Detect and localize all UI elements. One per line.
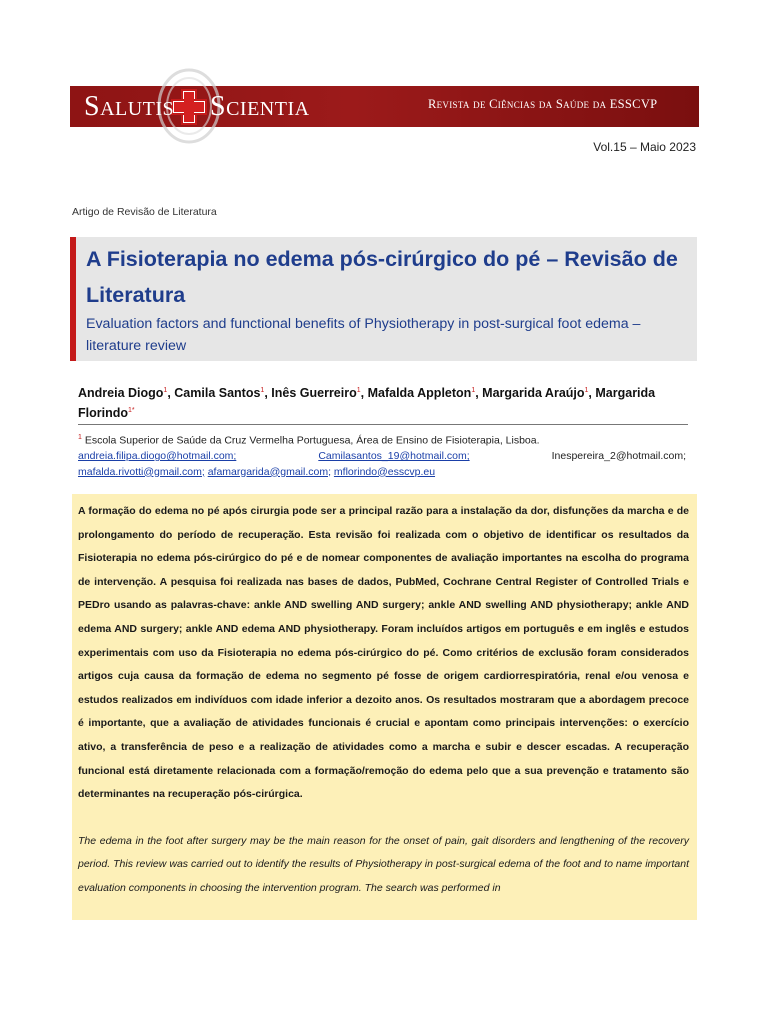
abstract-box [72, 494, 697, 920]
affiliation-block [78, 430, 686, 480]
email-link[interactable]: andreia.filipa.diogo@hotmail.com; [78, 450, 237, 462]
abstract-portuguese: A formação do edema no pé após cirurgia pode ser a principal razão para a instalação da dor, disfunções da marcha e de prolongamento do período de recuperação. Esta revisão foi realizada com o objetivo de identificar os resultados da Fisioterapia no edema pós-cirúrgico do pé e de nomear componentes de avaliação importantes na escolha do programa de intervenção. A pesquisa foi realizada nas bases de dados, PubMed, Cochrane Central Register of Controlled Trials e PEDro usando as palavras-chave: ankle AND swelling AND surgery; ankle AND swelling AND physiotherapy; ankle AND edema AND surgery; ankle AND edema AND physiotherapy. Foram incluídos artigos em português e em inglês e estudos experimentais com uso da Fisioterapia no edema pós-cirúrgico do pé. Como critérios de exclusão foram considerados artigos cuja causa da formação de edema no segmento pé fosse de origem cardiorrespiratória, renal e/ou venosa e estudos realizados em indivíduos com idade inferior a dezoito anos. Os resultados mostraram que a abordagem precoce é importante, que a avaliação de atividades funcionais é crucial e apontam como principais intervenções: o exercício ativo, a transferência de peso e a realização de atividades como a marcha e subir e descer escadas. A recuperação funcional está diretamente relacionada com a formação/remoção do edema pelo que a sua prevenção e tratamento são determinantes na recuperação pós-cirúrgica. [78, 505, 689, 801]
affiliation-divider [78, 424, 688, 425]
email-link[interactable]: Camilasantos_19@hotmail.com; [318, 450, 470, 462]
email-row [78, 465, 686, 481]
author-name: Camila Santos [174, 386, 261, 401]
email-link[interactable]: mafalda.rivotti@gmail.com; [78, 465, 205, 478]
affiliation-text: Escola Superior de Saúde da Cruz Vermelha Portuguesa, Área de Ensino de Fisioterapia, Lisboa. [84, 434, 540, 447]
author-mark: 1 [163, 387, 168, 394]
author-mark: 1 [260, 387, 265, 394]
article-title: A Fisioterapia no edema pós-cirúrgico do pé – Revisão de Literatura [86, 247, 678, 307]
author-mark: 1 [356, 387, 361, 394]
author-mark: 1 [584, 387, 589, 394]
author-name: Margarida Florindo [78, 386, 656, 421]
logo-scientia: Scientia [210, 91, 310, 122]
article-subtitle: Evaluation factors and functional benefits of Physiotherapy in post-surgical foot edema – literature review [86, 316, 641, 354]
email-row [78, 449, 686, 465]
author-name: Inês Guerreiro [271, 386, 357, 401]
author-name: Margarida Araújo [482, 386, 585, 401]
volume-date: Vol.15 – Maio 2023 [593, 140, 696, 154]
email-link[interactable]: afamargarida@gmail.com; [207, 465, 331, 478]
logo-salutis: Salutis [84, 91, 175, 122]
author-mark: 1 [471, 387, 476, 394]
author-list: Andreia Diogo$^1$, Camila Santos$^1$, Inês Guerreiro$^1$, Mafalda Appleton$^1$, Margarida Araújo$^1$, Margarida Florindo$^{1*}$ [78, 386, 656, 421]
author-mark: 1* [128, 407, 135, 415]
email-text: Inespereira_2@hotmail.com; [551, 450, 686, 462]
author-name: Andreia Diogo [78, 386, 164, 401]
title-box [70, 237, 697, 361]
author-name: Mafalda Appleton [367, 386, 472, 401]
affiliation-mark: 1 [78, 434, 82, 441]
journal-tagline: Revista de Ciências da Saúde da ESSCVP [428, 97, 658, 111]
abstract-english: The edema in the foot after surgery may be the main reason for the onset of pain, gait disorders and lengthening of the recovery period. This review was carried out to identify the results of Physiotherapy in post-surgical edema of the foot and to name important evaluation components in choosing the intervention program. The search was performed in [78, 834, 689, 894]
email-link[interactable]: mflorindo@esscvp.eu [333, 465, 436, 478]
article-type: Artigo de Revisão de Literatura [72, 206, 217, 218]
